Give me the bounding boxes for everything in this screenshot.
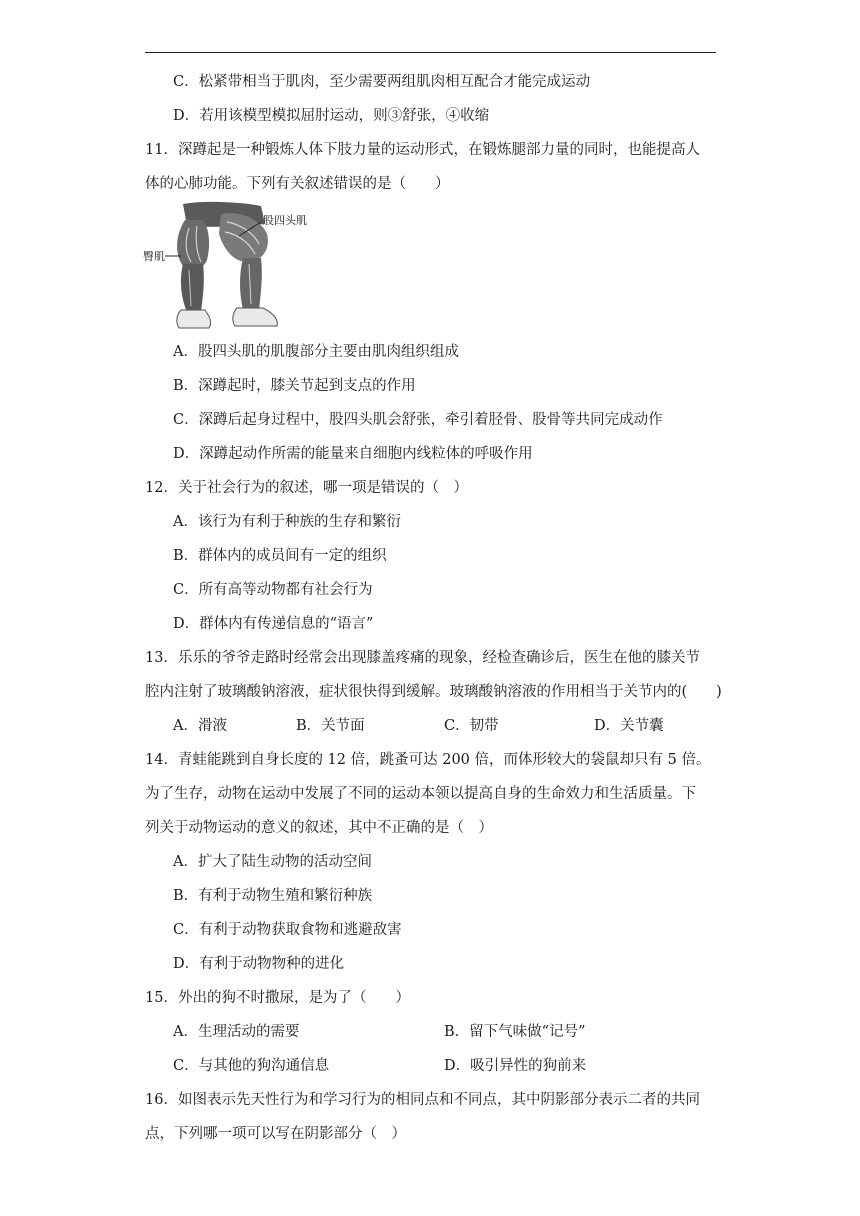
q11-stem-line2: 体的心肺功能。下列有关叙述错误的是（ ）	[145, 176, 450, 192]
q10-option-d: D．若用该模型模拟屈肘运动，则③舒张，④收缩	[173, 108, 490, 124]
q16-stem-line1: 16．如图表示先天性行为和学习行为的相同点和不同点，其中阴影部分表示二者的共同	[145, 1092, 700, 1108]
squat-muscle-figure	[143, 200, 335, 334]
q13-option-d: D．关节囊	[594, 718, 664, 734]
q12-option-b: B．群体内的成员间有一定的组织	[173, 548, 387, 564]
q13-stem-line1: 13．乐乐的爷爷走路时经常会出现膝盖疼痛的现象，经检查确诊后，医生在他的膝关节	[145, 650, 700, 666]
q14-option-b: B．有利于动物生殖和繁衍种族	[173, 888, 373, 904]
q12-stem: 12．关于社会行为的叙述，哪一项是错误的（ ）	[145, 480, 468, 496]
q15-option-d: D．吸引异性的狗前来	[444, 1058, 587, 1074]
q15-option-a: A．生理活动的需要	[173, 1024, 300, 1040]
q12-option-d: D．群体内有传递信息的“语言”	[173, 616, 374, 632]
header-rule	[145, 52, 716, 53]
q13-stem-line2: 腔内注射了玻璃酸钠溶液，症状很快得到缓解。玻璃酸钠溶液的作用相当于关节内的( )	[145, 684, 722, 700]
q11-stem-line1: 11．深蹲起是一种锻炼人体下肢力量的运动形式，在锻炼腿部力量的同时，也能提高人	[145, 142, 700, 158]
q14-option-d: D．有利于动物物种的进化	[173, 956, 345, 972]
q12-option-a: A．该行为有利于种族的生存和繁衍	[173, 514, 401, 530]
q11-option-c: C．深蹲后起身过程中，股四头肌会舒张，牵引着胫骨、股骨等共同完成动作	[173, 412, 663, 428]
q15-option-c: C．与其他的狗沟通信息	[173, 1058, 330, 1074]
q16-stem-line2: 点，下列哪一项可以写在阴影部分（ ）	[145, 1126, 406, 1142]
label-glutes: 臀肌	[143, 251, 165, 263]
legs-illustration	[165, 202, 277, 328]
q10-option-c: C．松紧带相当于肌肉，至少需要两组肌肉相互配合才能完成运动	[173, 74, 591, 90]
q14-option-a: A．扩大了陆生动物的活动空间	[173, 854, 372, 870]
q12-option-c: C．所有高等动物都有社会行为	[173, 582, 373, 598]
q15-stem: 15．外出的狗不时撒尿，是为了（ ）	[145, 990, 410, 1006]
q11-option-a: A．股四头肌的肌腹部分主要由肌肉组织组成	[173, 344, 459, 360]
q13-option-b: B．关节面	[296, 718, 365, 734]
label-quadriceps: 股四头肌	[263, 215, 307, 227]
q14-option-c: C．有利于动物获取食物和逃避敌害	[173, 922, 402, 938]
q14-stem-line2: 为了生存，动物在运动中发展了不同的运动本领以提高自身的生命效力和生活质量。下	[145, 786, 696, 802]
q13-option-c: C．韧带	[444, 718, 499, 734]
q11-option-b: B．深蹲起时，膝关节起到支点的作用	[173, 378, 416, 394]
q13-option-a: A．滑液	[173, 718, 227, 734]
q15-option-b: B．留下气味做“记号”	[444, 1024, 586, 1040]
q11-option-d: D．深蹲起动作所需的能量来自细胞内线粒体的呼吸作用	[173, 446, 533, 462]
q14-stem-line3: 列关于动物运动的意义的叙述，其中不正确的是（ ）	[145, 820, 493, 836]
q14-stem-line1: 14．青蛙能跳到自身长度的 12 倍，跳蚤可达 200 倍，而体形较大的袋鼠却只有 5 倍。	[145, 752, 711, 768]
